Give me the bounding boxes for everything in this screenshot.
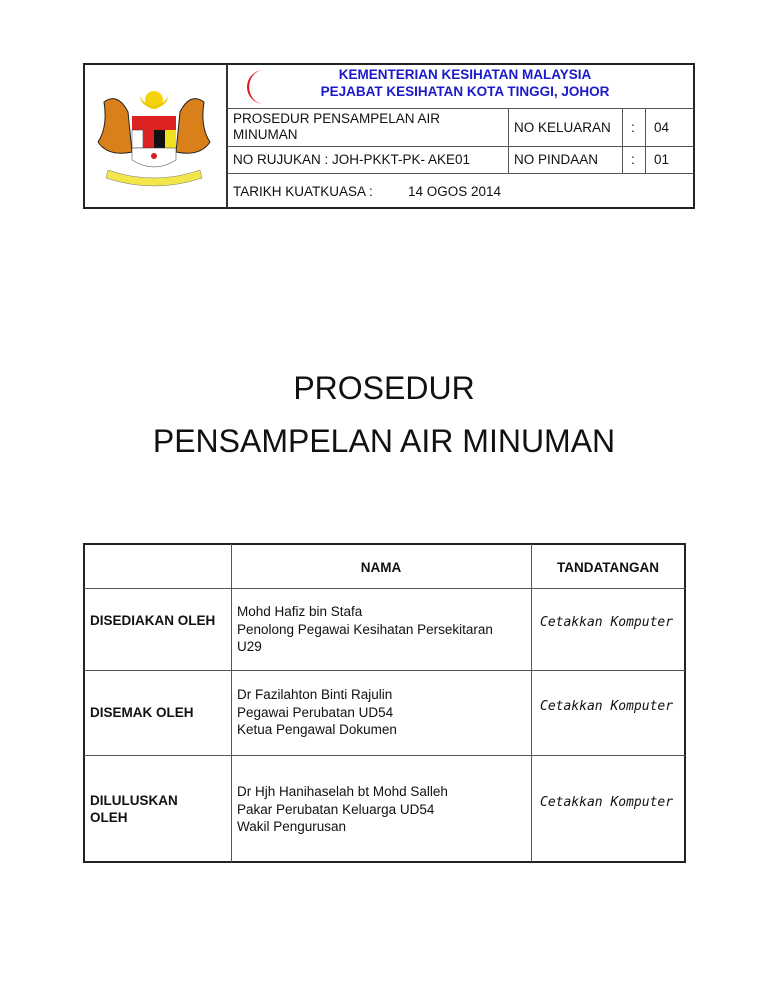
name-cell (237, 603, 493, 656)
issue-value: 04 (654, 120, 670, 135)
signature-cell: Cetakkan Komputer (540, 795, 674, 810)
name-line: Dr Hjh Hanihaselah bt Mohd Salleh (237, 784, 448, 799)
document-title-line1: PROSEDUR (293, 370, 475, 406)
divider (227, 173, 694, 174)
ministry-name: KEMENTERIAN KESIHATAN MALAYSIA (338, 67, 592, 82)
issue-label: NO KELUARAN (514, 120, 611, 135)
divider (231, 544, 232, 862)
coat-of-arms-logo (88, 82, 220, 190)
divider (227, 146, 694, 147)
effective-label: TARIKH KUATKUASA : (233, 184, 373, 199)
name-line: Penolong Pegawai Kesihatan Persekitaran (237, 621, 493, 637)
signature-cell: Cetakkan Komputer (540, 615, 674, 630)
office-name: PEJABAT KESIHATAN KOTA TINGGI, JOHOR (320, 84, 610, 99)
red-crescent-icon (238, 67, 278, 107)
name-line: Pegawai Perubatan UD54 (237, 704, 394, 720)
divider (645, 108, 646, 173)
amendment-colon: : (631, 152, 635, 167)
name-line: U29 (237, 639, 262, 654)
divider (84, 588, 685, 589)
effective-date: 14 OGOS 2014 (408, 184, 502, 199)
divider (226, 64, 228, 208)
name-cell (237, 783, 448, 836)
divider (227, 108, 694, 109)
divider (508, 108, 509, 173)
document-title-line2: PENSAMPELAN AIR MINUMAN (152, 423, 616, 459)
procedure-title: PROSEDUR PENSAMPELAN AIR MINUMAN (233, 111, 441, 142)
role-label: DISEDIAKAN OLEH (90, 613, 216, 628)
divider (531, 544, 532, 862)
divider (622, 108, 623, 173)
name-line: Pakar Perubatan Keluarga UD54 (237, 801, 435, 817)
name-line: Dr Fazilahton Binti Rajulin (237, 687, 393, 702)
role-label: DISEMAK OLEH (90, 705, 194, 720)
signature-cell: Cetakkan Komputer (540, 699, 674, 714)
amendment-label: NO PINDAAN (514, 152, 599, 167)
issue-colon: : (631, 120, 635, 135)
reference-number: NO RUJUKAN : JOH-PKKT-PK- AKE01 (233, 152, 471, 167)
name-line: Wakil Pengurusan (237, 819, 347, 834)
column-header-name: NAMA (360, 560, 402, 575)
amendment-value: 01 (654, 152, 670, 167)
role-label: DILULUSKAN OLEH (90, 793, 178, 825)
divider (84, 670, 685, 671)
column-header-signature: TANDATANGAN (557, 560, 659, 575)
name-line: Mohd Hafiz bin Stafa (237, 604, 363, 619)
name-cell (237, 686, 397, 739)
name-line: Ketua Pengawal Dokumen (237, 722, 397, 737)
divider (84, 755, 685, 756)
